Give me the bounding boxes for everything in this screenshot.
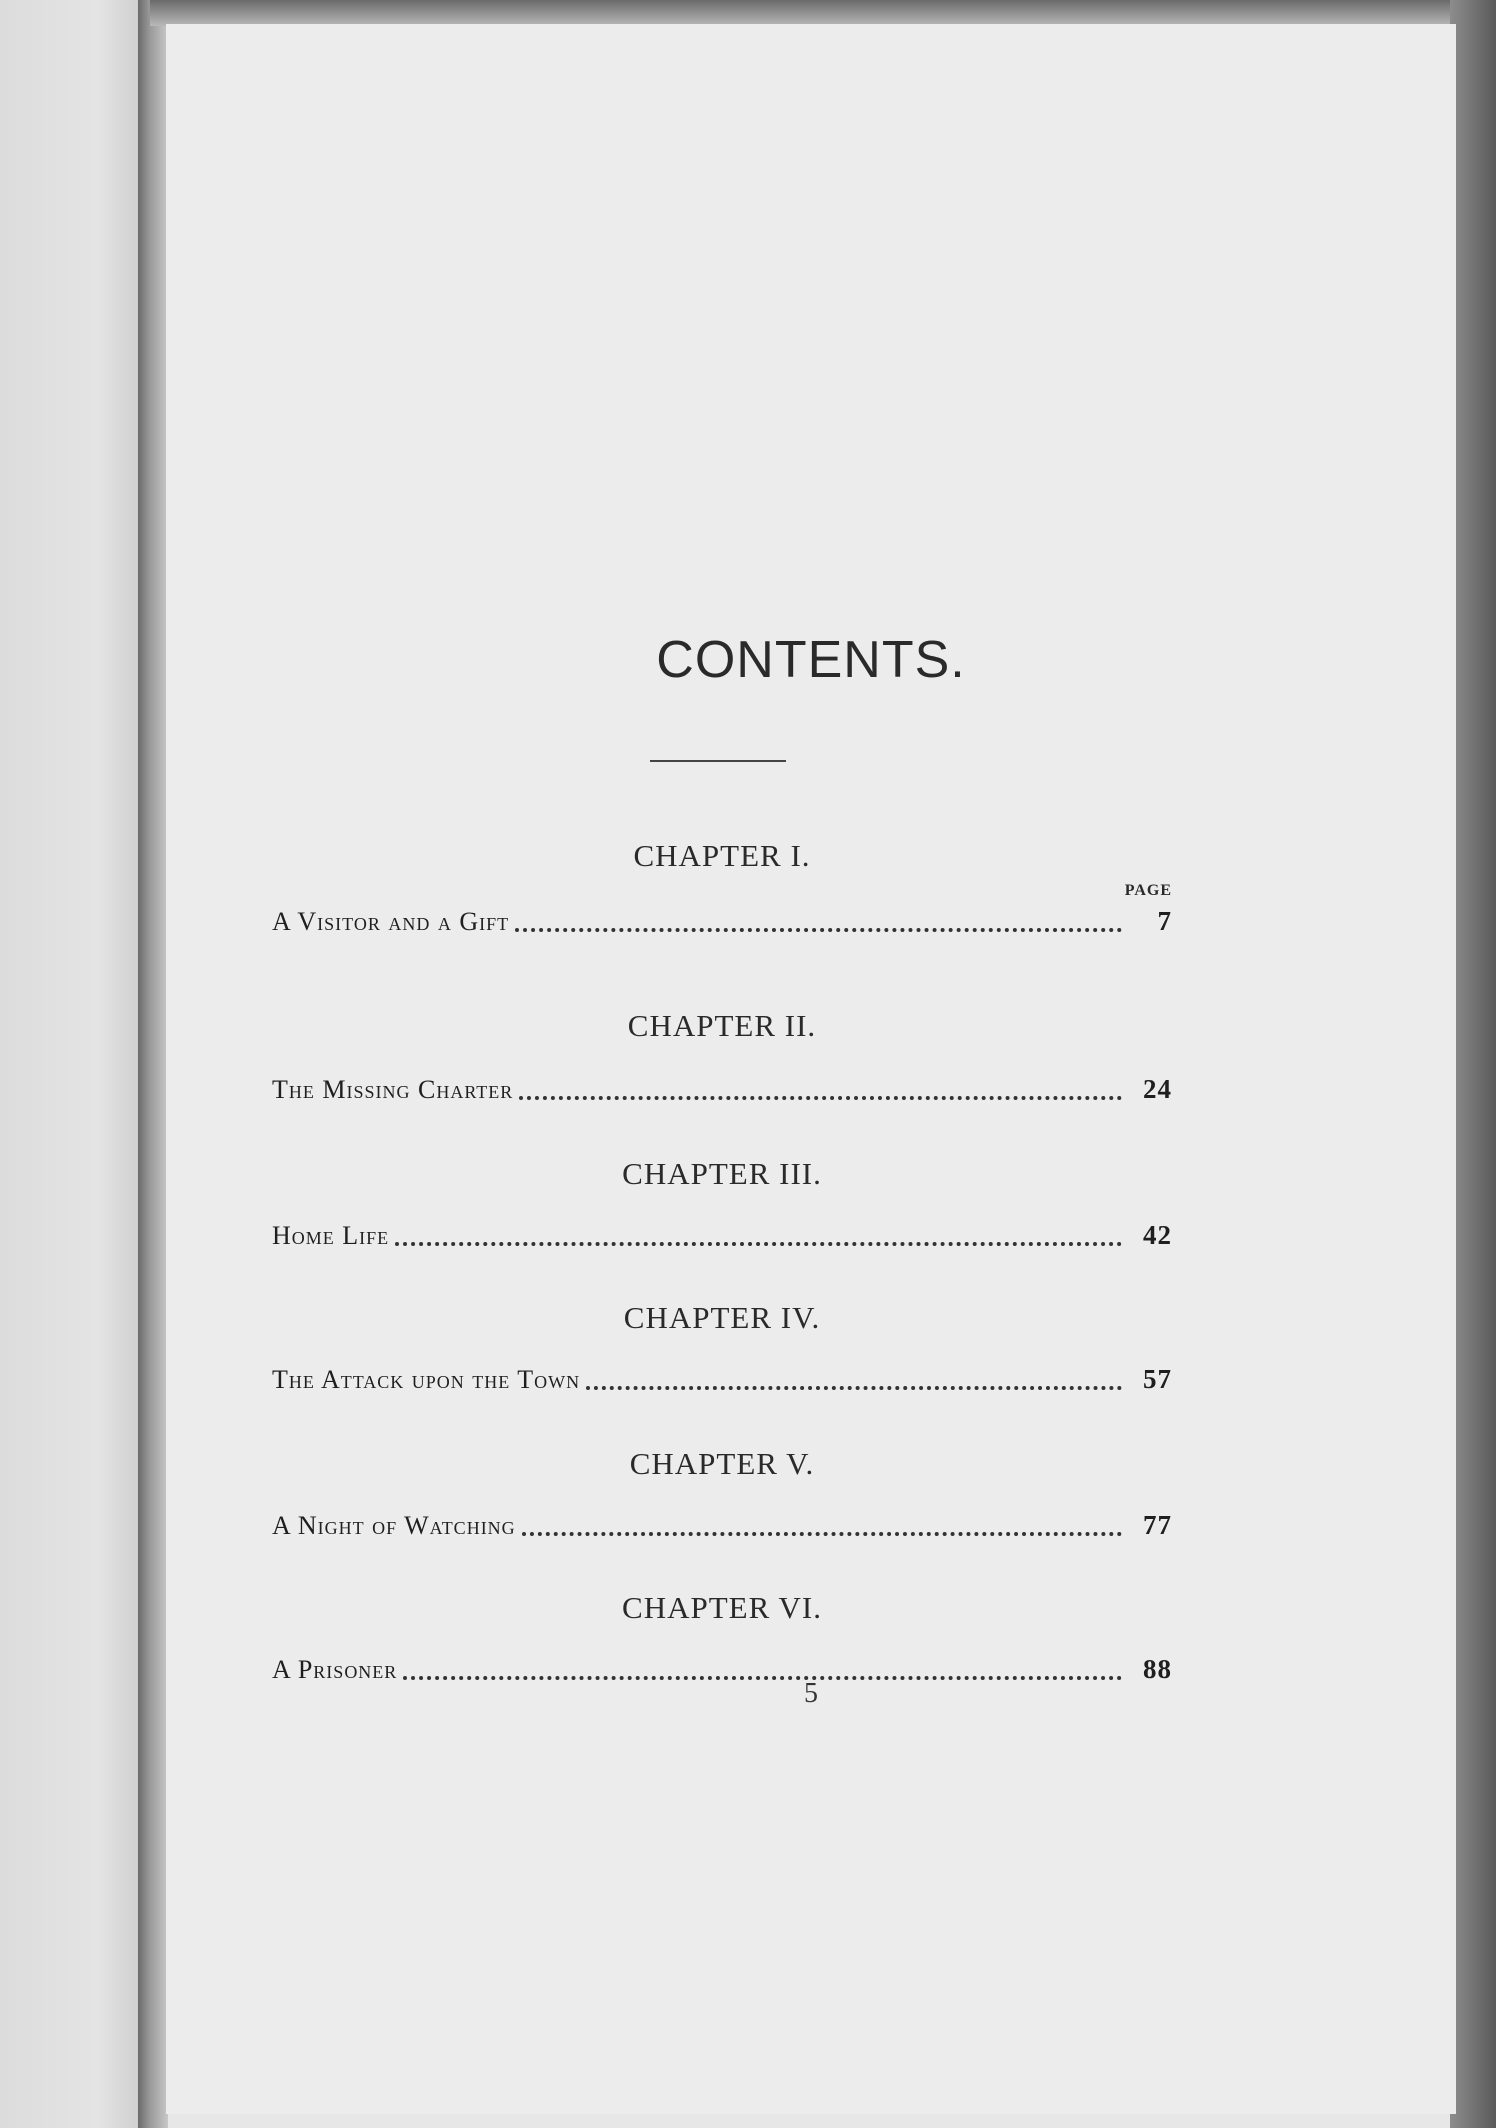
dot-leader [519, 1095, 1122, 1100]
toc-entry-title: A Visitor and a Gift [272, 907, 510, 936]
toc-entry-title: Home Life [272, 1221, 390, 1250]
contents-page [166, 24, 1456, 2114]
chapter-heading: CHAPTER IV. [623, 1300, 821, 1335]
toc-entry-page: 42 [1143, 1220, 1172, 1250]
toc-entry[interactable] [272, 1364, 1172, 1395]
toc-entry-title: A Prisoner [272, 1655, 398, 1684]
toc-entry[interactable] [272, 1074, 1172, 1105]
toc-entry[interactable] [272, 1220, 1172, 1251]
chapter-heading: CHAPTER III. [622, 1156, 822, 1191]
chapter-heading: CHAPTER I. [633, 838, 811, 873]
toc-entry-page: 77 [1143, 1510, 1172, 1540]
toc-entry-page: 7 [1157, 906, 1172, 936]
toc-entry-page: 24 [1143, 1074, 1172, 1104]
page-title: CONTENTS. [656, 631, 966, 689]
toc-entry-page: 57 [1143, 1364, 1172, 1394]
toc-entry-title: The Missing Charter [272, 1075, 514, 1104]
title-rule [650, 760, 786, 762]
dot-leader [515, 927, 1122, 932]
chapter-heading: CHAPTER V. [629, 1446, 815, 1481]
toc-entry[interactable] [272, 1510, 1172, 1541]
page-right-edge [1450, 0, 1496, 2128]
toc-entry-page: 88 [1143, 1654, 1172, 1684]
page-top-edge [150, 0, 1450, 26]
page-number: 5 [804, 1678, 818, 1709]
dot-leader [522, 1531, 1122, 1536]
chapter-heading: CHAPTER VI. [622, 1590, 822, 1625]
dot-leader [586, 1385, 1122, 1390]
toc-entry[interactable] [272, 906, 1172, 937]
chapter-heading: CHAPTER II. [627, 1008, 817, 1043]
dot-leader [395, 1241, 1122, 1246]
book-gutter [138, 0, 168, 2128]
toc-entry-title: A Night of Watching [272, 1511, 516, 1540]
facing-page-edge [0, 0, 140, 2128]
toc-entry-title: The Attack upon the Town [272, 1365, 581, 1394]
page-column-label: PAGE [1124, 882, 1172, 899]
